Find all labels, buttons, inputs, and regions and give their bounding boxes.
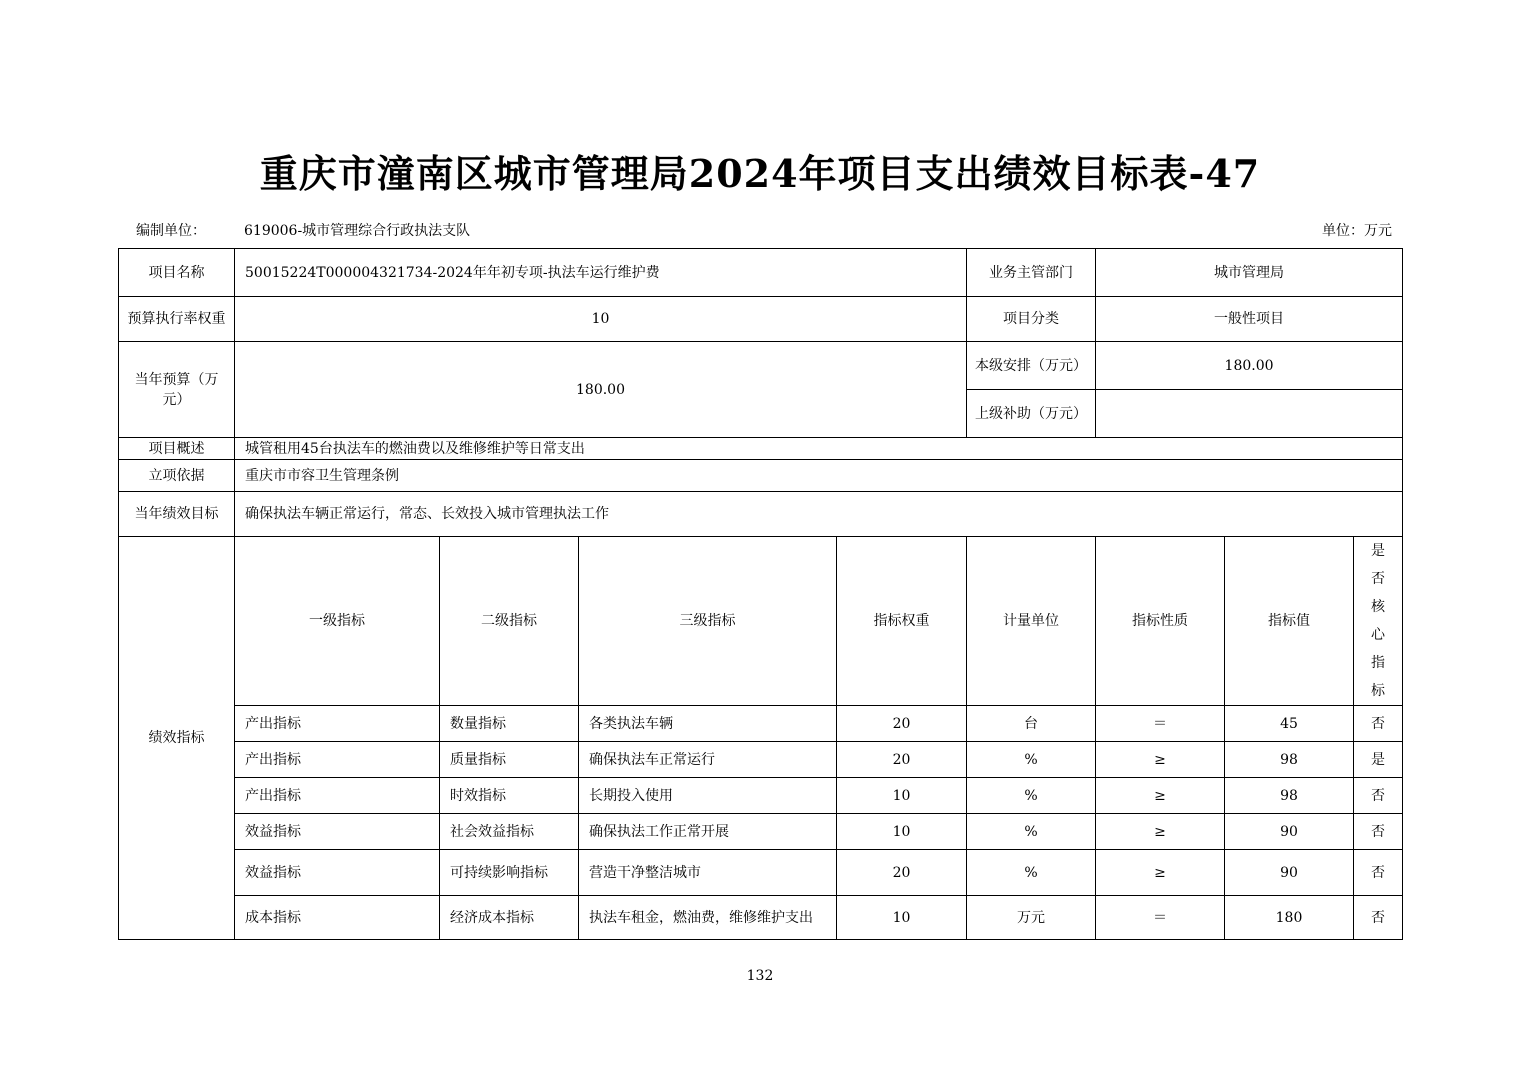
cell-value: 90 [1225,814,1354,850]
page-number: 132 [746,968,774,984]
superior-label: 上级补助（万元） [967,390,1096,438]
header-value: 指标值 [1225,537,1354,706]
cell-value: 45 [1225,706,1354,742]
exec-rate-label: 预算执行率权重 [119,297,235,342]
local-value: 180.00 [1096,342,1403,390]
cell-l3: 确保执法工作正常开展 [579,814,837,850]
cell-weight: 20 [837,742,967,778]
cell-value: 90 [1225,850,1354,896]
superior-value [1096,390,1403,438]
category-value: 一般性项目 [1096,297,1403,342]
header-level3: 三级指标 [579,537,837,706]
header-nature: 指标性质 [1096,537,1225,706]
cell-l2: 数量指标 [440,706,579,742]
cell-l3: 营造干净整洁城市 [579,850,837,896]
cell-l3: 长期投入使用 [579,778,837,814]
budget-value: 180.00 [235,342,967,438]
cell-value: 98 [1225,778,1354,814]
cell-core: 是 [1354,742,1403,778]
table-row [119,896,1403,940]
cell-l2: 社会效益指标 [440,814,579,850]
cell-core: 否 [1354,896,1403,940]
table-row [119,706,1403,742]
cell-l1: 效益指标 [235,850,440,896]
cell-l1: 成本指标 [235,896,440,940]
basis-value: 重庆市市容卫生管理条例 [235,460,1403,492]
cell-unit: % [967,742,1096,778]
budget-label: 当年预算（万元） [119,342,235,438]
local-label: 本级安排（万元） [967,342,1096,390]
cell-l1: 产出指标 [235,706,440,742]
dept-value: 城市管理局 [1096,249,1403,297]
cell-core: 否 [1354,706,1403,742]
unit-label: 单位：万元 [1322,223,1392,239]
dept-label: 业务主管部门 [967,249,1096,297]
table-row [119,742,1403,778]
org-label: 编制单位： [136,223,206,239]
cell-weight: 20 [837,850,967,896]
cell-l2: 时效指标 [440,778,579,814]
goal-value: 确保执法车辆正常运行，常态、长效投入城市管理执法工作 [235,492,1403,537]
indicators-label: 绩效指标 [119,537,235,940]
cell-weight: 10 [837,814,967,850]
cell-l3: 执法车租金，燃油费，维修维护支出 [579,896,837,940]
cell-nature: ＝ [1096,706,1225,742]
table-row [119,850,1403,896]
cell-nature: ≥ [1096,850,1225,896]
cell-weight: 10 [837,778,967,814]
cell-weight: 20 [837,706,967,742]
cell-l3: 各类执法车辆 [579,706,837,742]
goal-label: 当年绩效目标 [119,492,235,537]
exec-rate-value: 10 [235,297,967,342]
cell-weight: 10 [837,896,967,940]
category-label: 项目分类 [967,297,1096,342]
project-name-label: 项目名称 [119,249,235,297]
cell-unit: 万元 [967,896,1096,940]
cell-value: 180 [1225,896,1354,940]
cell-unit: % [967,778,1096,814]
overview-label: 项目概述 [119,438,235,460]
basis-label: 立项依据 [119,460,235,492]
project-name: 50015224T000004321734-2024年年初专项-执法车运行维护费 [235,249,967,297]
performance-table [118,248,1403,940]
cell-l2: 经济成本指标 [440,896,579,940]
cell-unit: 台 [967,706,1096,742]
cell-core: 否 [1354,778,1403,814]
page-title: 重庆市潼南区城市管理局2024年项目支出绩效目标表-47 [259,151,1261,196]
header-level2: 二级指标 [440,537,579,706]
header-core: 是 否 核 心 指 标 [1354,537,1403,706]
cell-l1: 产出指标 [235,742,440,778]
cell-l1: 产出指标 [235,778,440,814]
table-row [119,778,1403,814]
header-weight: 指标权重 [837,537,967,706]
cell-unit: % [967,814,1096,850]
cell-nature: ≥ [1096,814,1225,850]
cell-nature: ＝ [1096,896,1225,940]
cell-l2: 可持续影响指标 [440,850,579,896]
cell-value: 98 [1225,742,1354,778]
overview-value: 城管租用45台执法车的燃油费以及维修维护等日常支出 [235,438,1403,460]
header-unit: 计量单位 [967,537,1096,706]
org-value: 619006-城市管理综合行政执法支队 [244,223,471,239]
cell-nature: ≥ [1096,742,1225,778]
cell-core: 否 [1354,850,1403,896]
table-row [119,814,1403,850]
cell-l3: 确保执法车正常运行 [579,742,837,778]
cell-core: 否 [1354,814,1403,850]
cell-unit: % [967,850,1096,896]
cell-l2: 质量指标 [440,742,579,778]
header-level1: 一级指标 [235,537,440,706]
cell-nature: ≥ [1096,778,1225,814]
cell-l1: 效益指标 [235,814,440,850]
